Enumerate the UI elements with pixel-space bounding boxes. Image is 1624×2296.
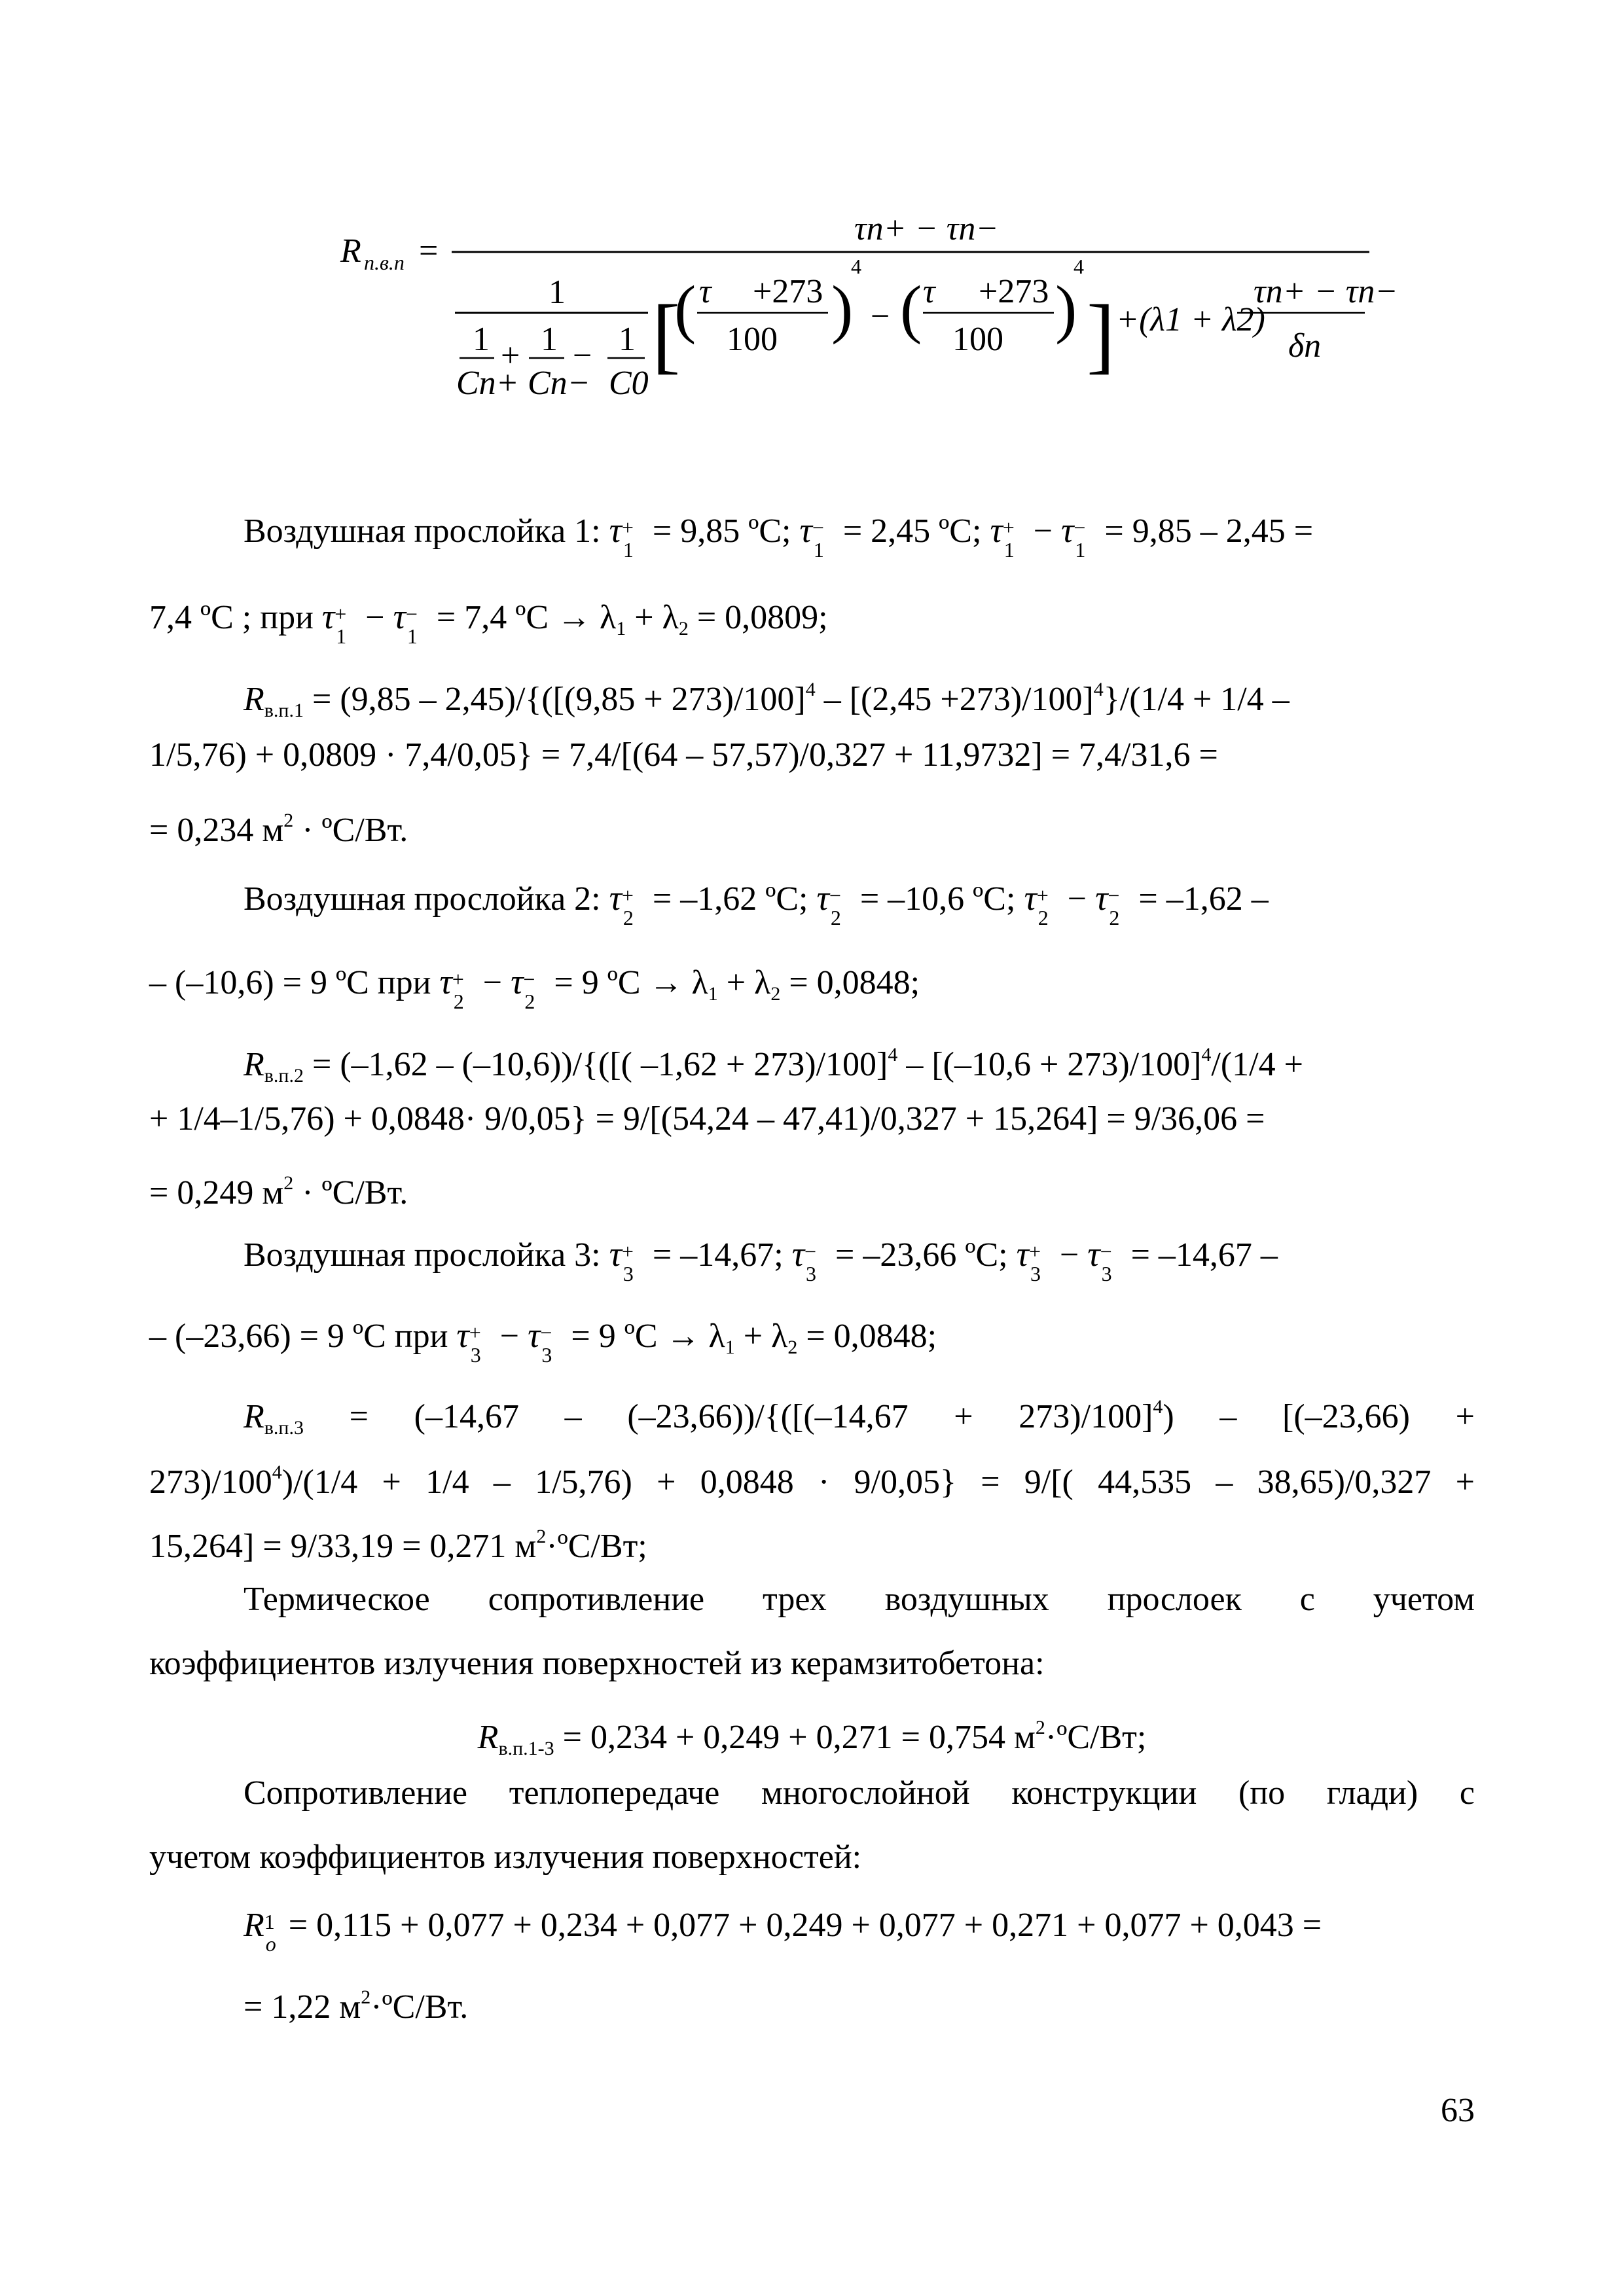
layer2-line1: Воздушная прослойка 2: τ + 2 = –1,62 ºС; τ − 2 = –10,6 ºС; τ + 2 − τ − 2 = –1,62 – bbox=[244, 878, 1269, 929]
svg-text:1: 1 bbox=[473, 321, 490, 358]
formula-c-plus: Cn+ bbox=[456, 365, 519, 402]
svg-text:+273: +273 bbox=[753, 273, 823, 310]
formula-one: 1 bbox=[549, 274, 566, 311]
svg-text:100: 100 bbox=[952, 321, 1003, 358]
svg-text:τn+ − τn−: τn+ − τn− bbox=[1254, 273, 1398, 310]
svg-text:1: 1 bbox=[619, 321, 636, 358]
layer3-line1: Воздушная прослойка 3: τ + 3 = –14,67; τ − 3 = –23,66 ºС; τ + 3 − τ − 3 = –14,67 – bbox=[244, 1234, 1278, 1285]
ro-formula-line1: R 1 o = 0,115 + 0,077 + 0,234 + 0,077 + 0,249 + 0,077 + 0,271 + 0,077 + 0,043 = bbox=[244, 1907, 1322, 1956]
r1-line2: 1/5,76) + 0,0809 · 7,4/0,05} = 7,4/[(64 – 57,57)/0,327 + 11,9732] = 7,4/31,6 = bbox=[149, 736, 1218, 774]
r2-line1: $R_{в.п.2} = (-1,62 - (-10,6))/${([( $-1,62 + 273)/100]^4 - [(-10,6 + 273)/100]^4/(1/4$ + bbox=[244, 1044, 1303, 1086]
page-number: 63 bbox=[1441, 2092, 1475, 2129]
svg-text:4: 4 bbox=[851, 255, 861, 278]
r1-line3: = 0,234 $м^2$ · ºС/Вт. bbox=[149, 810, 408, 849]
formula-equals: = bbox=[419, 232, 439, 270]
svg-text:): ) bbox=[831, 272, 854, 345]
sum-formula: $R_{в.п.1-3} = 0,234 + 0,249 + 0,271 = 0,754$ $м^2\cdot ºС/Вт$; bbox=[477, 1717, 1147, 1759]
svg-text:τ: τ bbox=[699, 273, 712, 310]
formula-numerator: τn+ − τn− bbox=[854, 210, 999, 247]
r2-line2: + 1/4–1/5,76) + 0,0848· 9/0,05} = 9/[(54,24 – 47,41)/0,327 + 15,264] = 9/36,06 = bbox=[149, 1100, 1265, 1138]
formula-right-bracket: ] bbox=[1087, 288, 1115, 382]
svg-text:): ) bbox=[1055, 272, 1077, 345]
svg-text:τ: τ bbox=[923, 273, 935, 310]
ro-formula-line2: = 1,22 $м^2\cdot ºС/Вт$. bbox=[244, 1986, 469, 2026]
svg-text:4: 4 bbox=[1074, 255, 1084, 278]
formula-r-pvp bbox=[0, 0, 1624, 458]
layer1-line1: Воздушная прослойка 1: τ + 1 = 9,85 ºС; τ − 1 = 2,45 ºС; τ + 1 − τ − 1 = 9,85 – 2,45 = bbox=[244, 511, 1314, 562]
svg-text:+: + bbox=[501, 337, 520, 374]
svg-text:+273: +273 bbox=[979, 273, 1049, 310]
formula-left-bracket: [ bbox=[652, 288, 681, 382]
formula-lhs: R bbox=[340, 232, 361, 270]
svg-text:−: − bbox=[573, 337, 592, 374]
formula-lambda-term: +(λ1 + λ2) bbox=[1116, 301, 1265, 338]
thermal-line2: коэффициентов излучения поверхностей из керамзитобетона: bbox=[149, 1645, 1045, 1682]
r3-line1: $R_{в.п.3} = (-14,67 - (-23,66))/\{([(-14,67 + 273)/100]^4) - [(-23,66)$ + bbox=[244, 1396, 1475, 1439]
svg-text:1: 1 bbox=[541, 321, 558, 358]
thermal-line1: Термическое сопротивление трех воздушных прослоек с учетом bbox=[244, 1581, 1475, 1618]
formula-lhs-sub: п.в.п bbox=[364, 251, 405, 274]
svg-text:(: ( bbox=[674, 272, 696, 345]
formula-delta: δn bbox=[1288, 327, 1322, 365]
layer2-line2: – (–10,6) = 9 ºС при τ + 2 − τ − 2 = 9 ºС → $\lambda_1 + \lambda_2 = 0,0848$; bbox=[149, 962, 920, 1013]
formula-c-zero: C0 bbox=[609, 365, 649, 402]
r2-line3: = 0,249 $м^2$ · ºС/Вт. bbox=[149, 1172, 408, 1211]
r3-line3: 15,264] = 9/33,19 = 0,271 $м^2\cdot ºС/Вт$; bbox=[149, 1526, 647, 1565]
formula-c-minus: Cn− bbox=[528, 365, 590, 402]
r1-line1: $R_{в.п.1} = (9,85 - 2,45)/\{([(9,85 + 273)/100]^4 - [(2,45 +273)/100]^4\}/(1/4 + 1/4$ – bbox=[244, 679, 1290, 721]
svg-text:−: − bbox=[871, 298, 890, 335]
svg-text:(: ( bbox=[900, 272, 922, 345]
r3-line2: $273)/100^4)/(1/4 + 1/4 - 1/5,76) + 0,0848 \cdot 9/0,05\} = 9/$[( 44,535 – 38,65)/0,327 + bbox=[149, 1462, 1475, 1501]
svg-text:100: 100 bbox=[727, 321, 778, 358]
resist-line1: Сопротивление теплопередаче многослойной конструкции (по глади) с bbox=[244, 1774, 1475, 1812]
layer1-line2: 7,4 ºС ; при τ + 1 − τ − 1 = 7,4 ºС → $\lambda_1 + \lambda_2 = 0,0809$; bbox=[149, 597, 828, 648]
layer3-line2: – (–23,66) = 9 ºС при τ + 3 − τ − 3 = 9 ºС → $\lambda_1 + \lambda_2 = 0,0848$; bbox=[149, 1316, 937, 1367]
resist-line2: учетом коэффициентов излучения поверхностей: bbox=[149, 1839, 862, 1876]
